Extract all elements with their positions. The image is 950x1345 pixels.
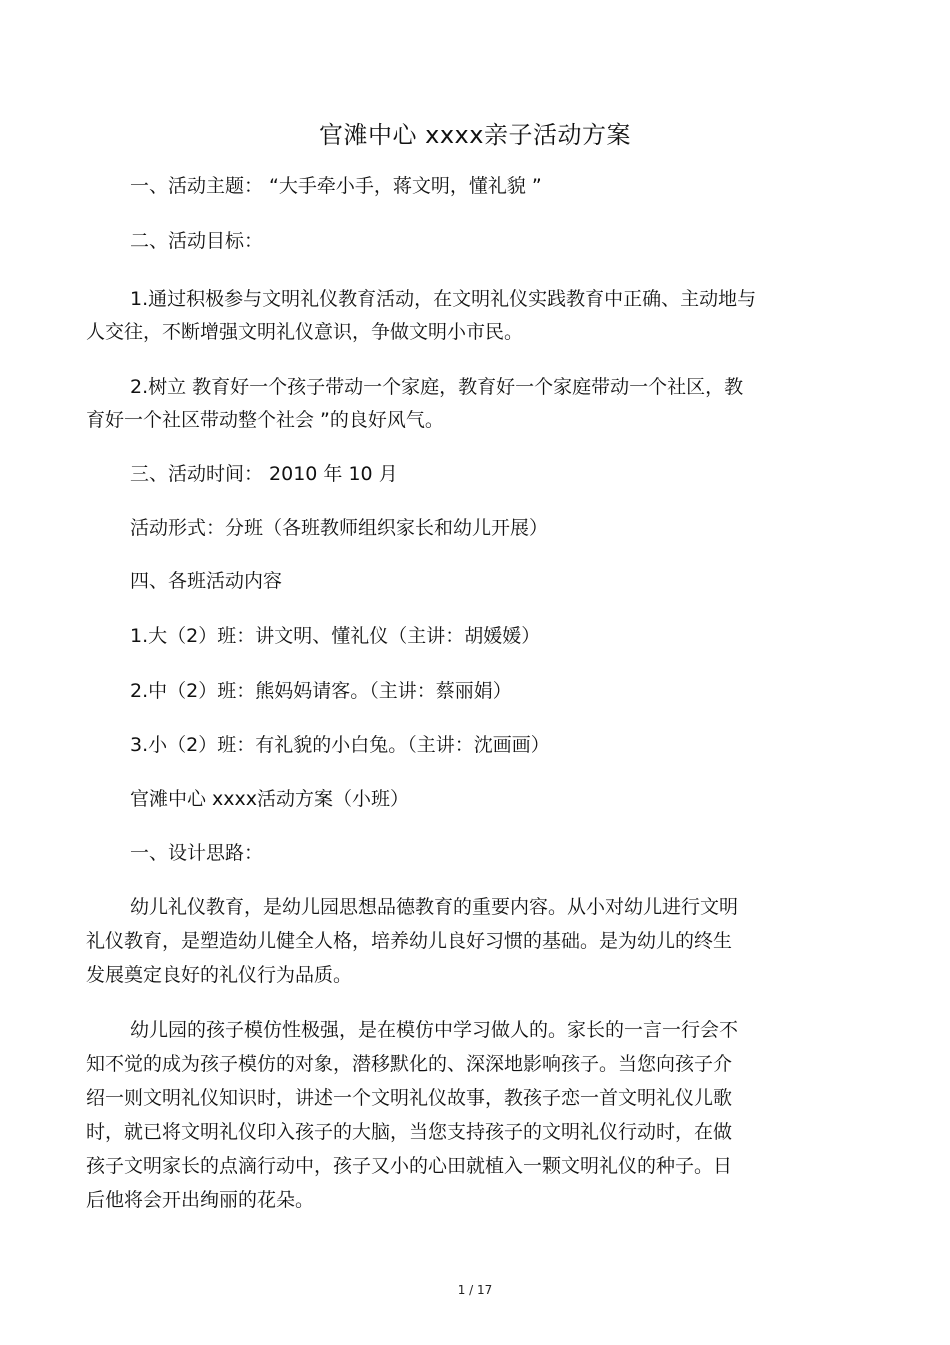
paragraph-1-line-1: 幼儿礼仪教育，是幼儿园思想品德教育的重要内容。从小对幼儿进行文明 (130, 896, 739, 918)
paragraph-2-line-4: 时，就已将文明礼仪印入孩子的大脑，当您支持孩子的文明礼仪行动时，在做 (86, 1121, 733, 1143)
goal-1-line-2: 人交往，不断增强文明礼仪意识，争做文明小市民。 (86, 321, 524, 343)
goals-heading: 二、活动目标： (130, 230, 264, 252)
class-item-2: 2.中（2）班：熊妈妈请客。（主讲：蔡丽娟） (130, 680, 512, 702)
activity-form: 活动形式：分班（各班教师组织家长和幼儿开展） (130, 517, 549, 539)
goal-2-line-2: 育好一个社区带动整个社会 ”的良好风气。 (86, 409, 444, 431)
sub-plan-title: 官滩中心 xxxx活动方案（小班） (130, 788, 410, 810)
class-item-1: 1.大（2）班：讲文明、懂礼仪（主讲：胡媛媛） (130, 625, 541, 647)
activity-time: 三、活动时间： 2010 年 10 月 (130, 463, 398, 485)
paragraph-2-line-2: 知不觉的成为孩子模仿的对象，潜移默化的、深深地影响孩子。当您向孩子介 (86, 1053, 733, 1075)
goal-2-line-1: 2.树立 教育好一个孩子带动一个家庭，教育好一个家庭带动一个社区，教 (130, 376, 744, 398)
page-number: 1 / 17 (457, 1283, 493, 1297)
paragraph-2-line-6: 后他将会开出绚丽的花朵。 (86, 1189, 315, 1211)
class-item-3: 3.小（2）班：有礼貌的小白兔。（主讲：沈画画） (130, 734, 550, 756)
paragraph-1-line-2: 礼仪教育，是塑造幼儿健全人格，培养幼儿良好习惯的基础。是为幼儿的终生 (86, 930, 733, 952)
paragraph-2-line-3: 绍一则文明礼仪知识时，讲述一个文明礼仪故事，教孩子恋一首文明礼仪儿歌 (86, 1087, 733, 1109)
design-heading: 一、设计思路： (130, 842, 264, 864)
paragraph-2-line-1: 幼儿园的孩子模仿性极强，是在模仿中学习做人的。家长的一言一行会不 (130, 1019, 739, 1041)
class-content-heading: 四、各班活动内容 (130, 570, 283, 592)
paragraph-1-line-3: 发展奠定良好的礼仪行为品质。 (86, 964, 353, 986)
paragraph-2-line-5: 孩子文明家长的点滴行动中，孩子又小的心田就植入一颗文明礼仪的种子。日 (86, 1155, 733, 1177)
activity-theme: 一、活动主题： “大手牵小手，蒋文明，懂礼貌 ” (130, 175, 542, 197)
document-title: 官滩中心 xxxx亲子活动方案 (319, 121, 631, 149)
goal-1-line-1: 1.通过积极参与文明礼仪教育活动，在文明礼仪实践教育中正确、主动地与 (130, 288, 757, 310)
